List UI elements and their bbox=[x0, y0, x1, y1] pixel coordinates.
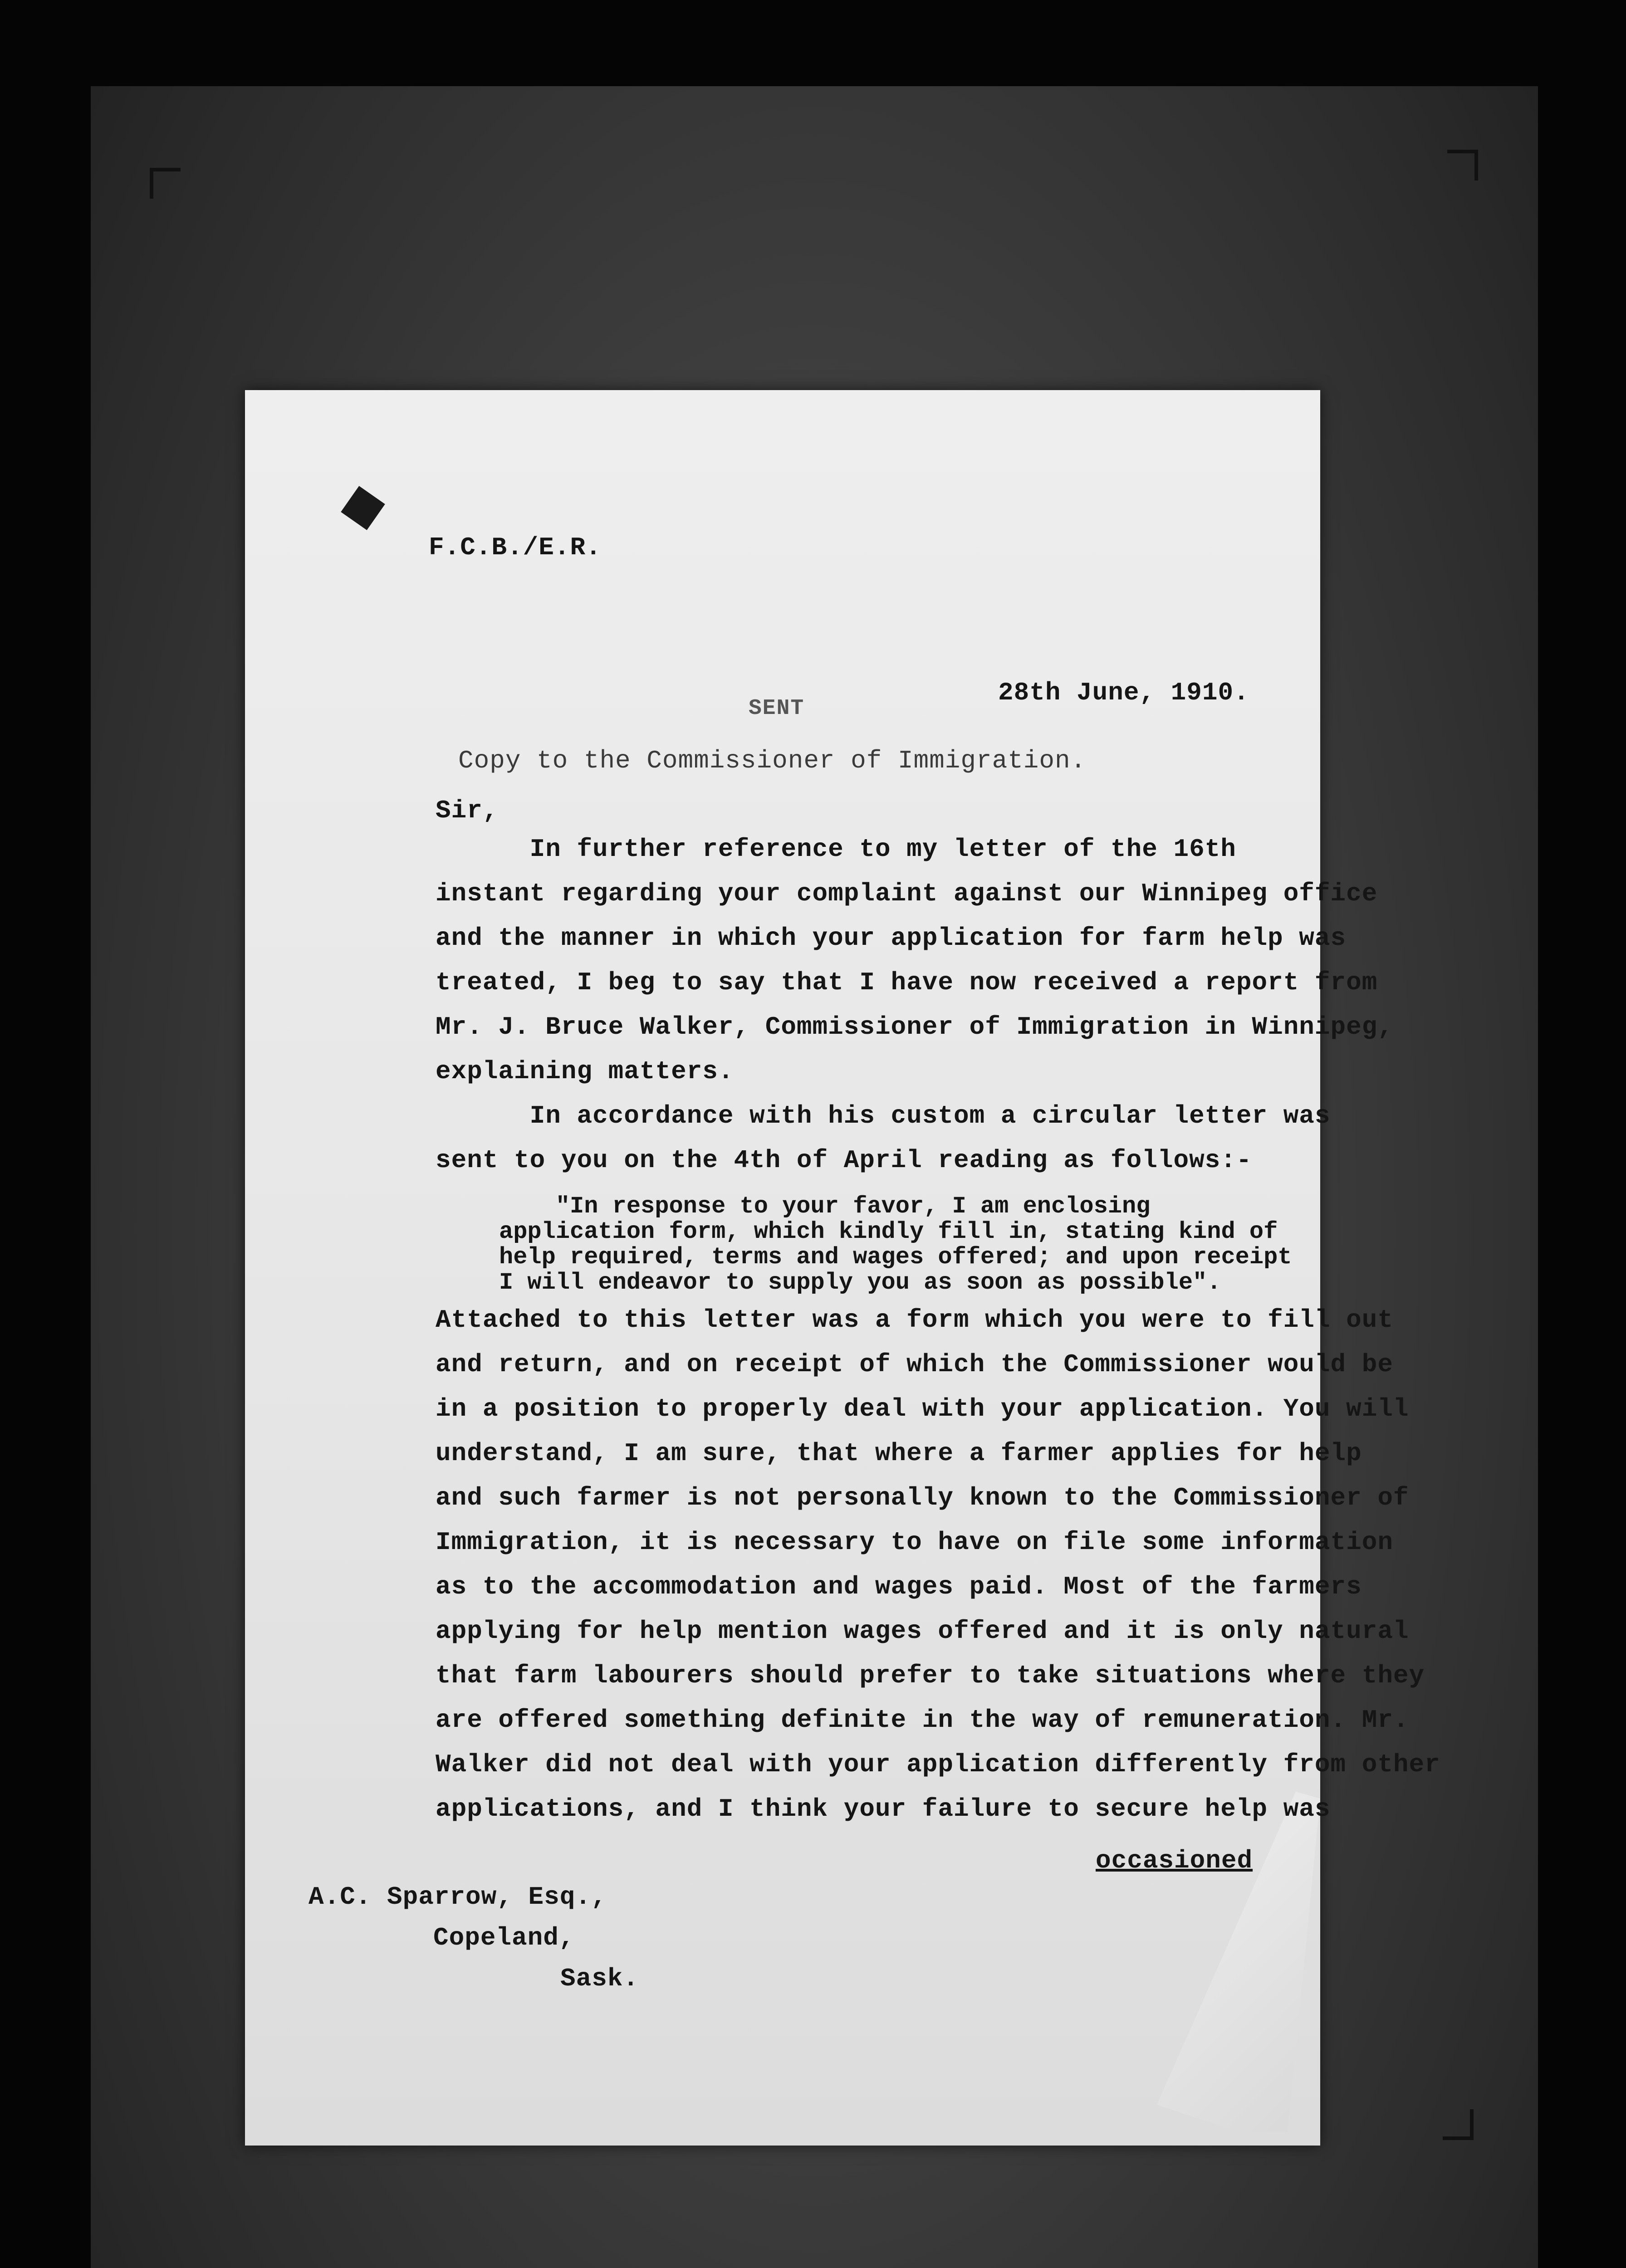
corner-mark bbox=[150, 168, 181, 199]
body-line: and such farmer is not personally known to the Commissioner of bbox=[436, 1483, 1409, 1512]
body-line: In further reference to my letter of the 16th bbox=[436, 835, 1236, 864]
addressee-province: Sask. bbox=[560, 1964, 639, 1993]
letter-date: 28th June, 1910. bbox=[998, 678, 1249, 707]
addressee-town: Copeland, bbox=[433, 1923, 575, 1952]
body-line: understand, I am sure, that where a farmer applies for help bbox=[436, 1439, 1362, 1468]
body-line: Walker did not deal with your application differently from other bbox=[436, 1750, 1440, 1779]
salutation: Sir, bbox=[436, 796, 499, 825]
body-line: Attached to this letter was a form which you were to fill out bbox=[436, 1305, 1393, 1334]
body-line: applications, and I think your failure to secure help was bbox=[436, 1794, 1331, 1823]
body-line: Mr. J. Bruce Walker, Commissioner of Immigration in Winnipeg, bbox=[436, 1012, 1393, 1041]
quoted-line: application form, which kindly fill in, stating kind of bbox=[499, 1218, 1278, 1245]
body-line: and the manner in which your application for farm help was bbox=[436, 924, 1347, 953]
copy-note: Copy to the Commissioner of Immigration. bbox=[458, 746, 1087, 775]
body-line: instant regarding your complaint against our Winnipeg office bbox=[436, 879, 1378, 908]
catchword: occasioned bbox=[1096, 1846, 1253, 1875]
quoted-line: "In response to your favor, I am enclosing bbox=[499, 1193, 1151, 1220]
corner-mark bbox=[1443, 2109, 1474, 2140]
addressee-name: A.C. Sparrow, Esq., bbox=[309, 1882, 607, 1911]
sent-stamp: SENT bbox=[749, 696, 805, 721]
body-line: treated, I beg to say that I have now received a report from bbox=[436, 968, 1378, 997]
body-line: In accordance with his custom a circular letter was bbox=[436, 1101, 1331, 1130]
body-line: sent to you on the 4th of April reading as follows:- bbox=[436, 1146, 1252, 1175]
quoted-line: I will endeavor to supply you as soon as possible". bbox=[499, 1269, 1221, 1296]
corner-mark bbox=[1447, 150, 1478, 181]
body-line: applying for help mention wages offered and it is only natural bbox=[436, 1617, 1409, 1646]
reference-initials: F.C.B./E.R. bbox=[429, 533, 602, 562]
body-line: and return, and on receipt of which the Commissioner would be bbox=[436, 1350, 1393, 1379]
body-line: in a position to properly deal with your application. You will bbox=[436, 1394, 1409, 1423]
body-line: Immigration, it is necessary to have on file some information bbox=[436, 1528, 1393, 1557]
body-line: are offered something definite in the way of remuneration. Mr. bbox=[436, 1706, 1409, 1735]
body-line: explaining matters. bbox=[436, 1057, 734, 1086]
quoted-line: help required, terms and wages offered; and upon receipt bbox=[499, 1244, 1292, 1271]
body-line: that farm labourers should prefer to take situations where they bbox=[436, 1661, 1425, 1690]
body-line: as to the accommodation and wages paid. Most of the farmers bbox=[436, 1572, 1362, 1601]
